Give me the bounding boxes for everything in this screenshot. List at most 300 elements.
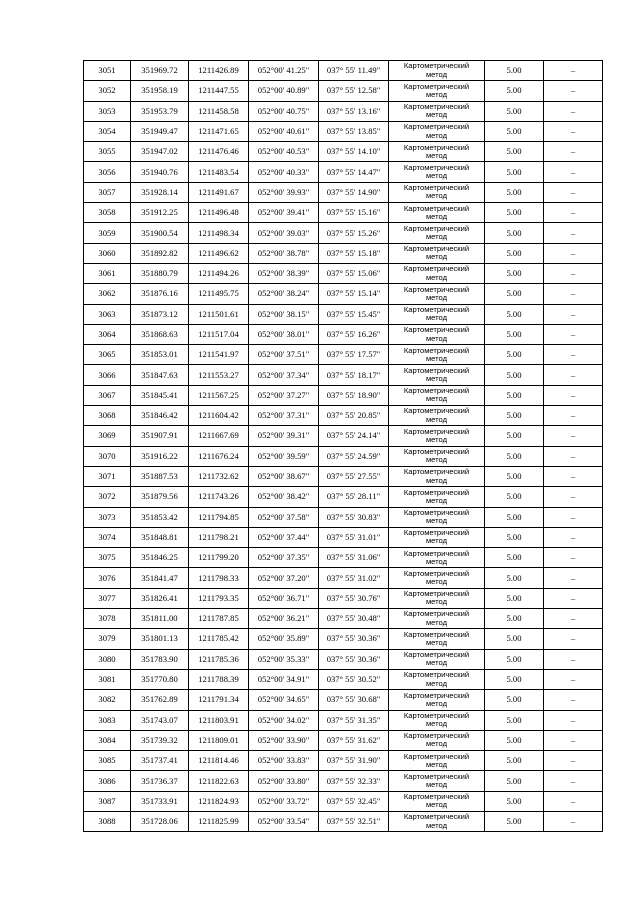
latitude-cell: 052°00' 34.91" [249,669,319,689]
note-cell: – [544,466,603,486]
precision-cell: 5.00 [485,548,544,568]
longitude-cell: 037° 55' 32.51" [319,811,389,831]
y-coordinate-cell: 1211794.85 [189,507,249,527]
longitude-cell: 037° 55' 24.59" [319,446,389,466]
table-row [84,304,603,324]
y-coordinate-cell: 1211798.21 [189,527,249,547]
point-number-cell: 3082 [84,690,131,710]
x-coordinate-cell: 351847.63 [131,365,189,385]
longitude-cell: 037° 55' 32.33" [319,771,389,791]
method-cell [389,426,485,446]
table-row [84,81,603,101]
method-label-line1: Картометрический [403,731,470,741]
note-cell: – [544,162,603,182]
method-label-line2: метод [425,719,448,729]
latitude-cell: 052°00' 40.61" [249,121,319,141]
note-cell: – [544,710,603,730]
method-cell [389,629,485,649]
y-coordinate-cell: 1211803.91 [189,710,249,730]
latitude-cell: 052°00' 39.03" [249,223,319,243]
method-cell [389,142,485,162]
table-row [84,507,603,527]
precision-cell: 5.00 [485,223,544,243]
point-number-cell: 3071 [84,466,131,486]
longitude-cell: 037° 55' 14.10" [319,142,389,162]
method-label-line1: Картометрический [403,223,470,233]
point-number-cell: 3088 [84,811,131,831]
latitude-cell: 052°00' 35.33" [249,649,319,669]
longitude-cell: 037° 55' 20.85" [319,406,389,426]
point-number-cell: 3075 [84,548,131,568]
precision-cell: 5.00 [485,365,544,385]
method-label-line2: метод [425,516,448,526]
y-coordinate-cell: 1211517.04 [189,324,249,344]
method-label-line2: метод [425,150,448,160]
note-cell: – [544,426,603,446]
y-coordinate-cell: 1211496.48 [189,203,249,223]
method-label-line2: метод [425,130,448,140]
x-coordinate-cell: 351880.79 [131,263,189,283]
y-coordinate-cell: 1211491.67 [189,182,249,202]
y-coordinate-cell: 1211604.42 [189,406,249,426]
table-row [84,284,603,304]
latitude-cell: 052°00' 37.34" [249,365,319,385]
method-label-line2: метод [425,475,448,485]
method-label-line1: Картометрический [403,447,470,457]
table-row [84,263,603,283]
method-label-line2: метод [425,353,448,363]
x-coordinate-cell: 351736.37 [131,771,189,791]
note-cell: – [544,101,603,121]
longitude-cell: 037° 55' 17.57" [319,345,389,365]
method-label-line1: Картометрический [403,467,470,477]
x-coordinate-cell: 351928.14 [131,182,189,202]
x-coordinate-cell: 351743.07 [131,710,189,730]
note-cell: – [544,568,603,588]
point-number-cell: 3051 [84,61,131,81]
table-row [84,446,603,466]
note-cell: – [544,304,603,324]
precision-cell: 5.00 [485,284,544,304]
method-cell [389,223,485,243]
method-cell [389,730,485,750]
longitude-cell: 037° 55' 15.18" [319,243,389,263]
longitude-cell: 037° 55' 31.01" [319,527,389,547]
latitude-cell: 052°00' 40.33" [249,162,319,182]
table-row [84,426,603,446]
y-coordinate-cell: 1211676.24 [189,446,249,466]
method-cell [389,548,485,568]
method-label-line1: Картометрический [403,61,470,71]
method-label-line2: метод [425,698,448,708]
method-label-line1: Картометрический [403,325,470,335]
point-number-cell: 3062 [84,284,131,304]
note-cell: – [544,406,603,426]
method-label-line1: Картометрический [403,81,470,91]
y-coordinate-cell: 1211495.75 [189,284,249,304]
method-label-line2: метод [425,495,448,505]
latitude-cell: 052°00' 38.01" [249,324,319,344]
latitude-cell: 052°00' 37.51" [249,345,319,365]
point-number-cell: 3083 [84,710,131,730]
y-coordinate-cell: 1211785.42 [189,629,249,649]
longitude-cell: 037° 55' 15.45" [319,304,389,324]
precision-cell: 5.00 [485,243,544,263]
x-coordinate-cell: 351846.42 [131,406,189,426]
point-number-cell: 3059 [84,223,131,243]
note-cell: – [544,263,603,283]
longitude-cell: 037° 55' 15.06" [319,263,389,283]
table-row [84,649,603,669]
method-label-line1: Картометрический [403,264,470,274]
longitude-cell: 037° 55' 11.49" [319,61,389,81]
method-label-line2: метод [425,556,448,566]
method-label-line2: метод [425,211,448,221]
method-label-line1: Картометрический [403,792,470,802]
latitude-cell: 052°00' 36.71" [249,588,319,608]
note-cell: – [544,669,603,689]
latitude-cell: 052°00' 39.31" [249,426,319,446]
method-label-line2: метод [425,414,448,424]
latitude-cell: 052°00' 40.53" [249,142,319,162]
table-row [84,629,603,649]
latitude-cell: 052°00' 34.02" [249,710,319,730]
point-number-cell: 3065 [84,345,131,365]
precision-cell: 5.00 [485,121,544,141]
table-row [84,690,603,710]
method-cell [389,263,485,283]
longitude-cell: 037° 55' 27.55" [319,466,389,486]
table-row [84,811,603,831]
y-coordinate-cell: 1211822.63 [189,771,249,791]
x-coordinate-cell: 351907.91 [131,426,189,446]
latitude-cell: 052°00' 37.58" [249,507,319,527]
method-label-line1: Картометрический [403,629,470,639]
method-cell [389,588,485,608]
table-row [84,345,603,365]
latitude-cell: 052°00' 36.21" [249,609,319,629]
table-row [84,730,603,750]
y-coordinate-cell: 1211476.46 [189,142,249,162]
method-label-line1: Картометрический [403,487,470,497]
y-coordinate-cell: 1211824.93 [189,791,249,811]
table-row [84,568,603,588]
longitude-cell: 037° 55' 15.26" [319,223,389,243]
method-label-line1: Картометрический [403,162,470,172]
method-cell [389,284,485,304]
point-number-cell: 3055 [84,142,131,162]
note-cell: – [544,527,603,547]
table-row [84,588,603,608]
method-cell [389,304,485,324]
method-label-line2: метод [425,292,448,302]
x-coordinate-cell: 351762.89 [131,690,189,710]
latitude-cell: 052°00' 40.75" [249,101,319,121]
method-cell [389,162,485,182]
method-cell [389,466,485,486]
table-row [84,121,603,141]
method-cell [389,811,485,831]
x-coordinate-cell: 351783.90 [131,649,189,669]
point-number-cell: 3064 [84,324,131,344]
method-label-line2: метод [425,780,448,790]
x-coordinate-cell: 351916.22 [131,446,189,466]
x-coordinate-cell: 351853.01 [131,345,189,365]
point-number-cell: 3073 [84,507,131,527]
precision-cell: 5.00 [485,649,544,669]
precision-cell: 5.00 [485,771,544,791]
longitude-cell: 037° 55' 32.45" [319,791,389,811]
longitude-cell: 037° 55' 30.36" [319,649,389,669]
longitude-cell: 037° 55' 12.58" [319,81,389,101]
y-coordinate-cell: 1211788.39 [189,669,249,689]
table-row [84,669,603,689]
method-cell [389,121,485,141]
point-number-cell: 3061 [84,263,131,283]
precision-cell: 5.00 [485,690,544,710]
note-cell: – [544,446,603,466]
y-coordinate-cell: 1211553.27 [189,365,249,385]
point-number-cell: 3084 [84,730,131,750]
x-coordinate-cell: 351900.54 [131,223,189,243]
x-coordinate-cell: 351879.56 [131,487,189,507]
x-coordinate-cell: 351739.32 [131,730,189,750]
note-cell: – [544,771,603,791]
latitude-cell: 052°00' 38.15" [249,304,319,324]
y-coordinate-cell: 1211667.69 [189,426,249,446]
method-label-line2: метод [425,434,448,444]
x-coordinate-cell: 351873.12 [131,304,189,324]
note-cell: – [544,284,603,304]
point-number-cell: 3085 [84,751,131,771]
table-row [84,771,603,791]
table-row [84,324,603,344]
note-cell: – [544,730,603,750]
y-coordinate-cell: 1211791.34 [189,690,249,710]
method-label-line1: Картометрический [403,406,470,416]
method-cell [389,243,485,263]
table-body [84,61,603,832]
method-label-line2: метод [425,577,448,587]
method-label-line2: метод [425,820,448,830]
table-row [84,710,603,730]
method-label-line2: метод [425,252,448,262]
x-coordinate-cell: 351770.80 [131,669,189,689]
latitude-cell: 052°00' 39.93" [249,182,319,202]
table-row [84,527,603,547]
method-label-line1: Картометрический [403,589,470,599]
method-cell [389,365,485,385]
point-number-cell: 3058 [84,203,131,223]
method-label-line2: метод [425,394,448,404]
precision-cell: 5.00 [485,487,544,507]
method-label-line2: метод [425,739,448,749]
table-row [84,61,603,81]
method-cell [389,609,485,629]
method-cell [389,527,485,547]
method-label-line2: метод [425,272,448,282]
longitude-cell: 037° 55' 30.83" [319,507,389,527]
longitude-cell: 037° 55' 15.14" [319,284,389,304]
note-cell: – [544,203,603,223]
method-cell [389,345,485,365]
precision-cell: 5.00 [485,263,544,283]
table-row [84,182,603,202]
x-coordinate-cell: 351853.42 [131,507,189,527]
note-cell: – [544,751,603,771]
method-label-line1: Картометрический [403,203,470,213]
x-coordinate-cell: 351841.47 [131,568,189,588]
y-coordinate-cell: 1211732.62 [189,466,249,486]
note-cell: – [544,61,603,81]
precision-cell: 5.00 [485,710,544,730]
x-coordinate-cell: 351912.25 [131,203,189,223]
method-label-line2: метод [425,110,448,120]
longitude-cell: 037° 55' 30.36" [319,629,389,649]
precision-cell: 5.00 [485,182,544,202]
x-coordinate-cell: 351733.91 [131,791,189,811]
method-label-line1: Картометрический [403,812,470,822]
method-label-line1: Картометрический [403,386,470,396]
longitude-cell: 037° 55' 15.16" [319,203,389,223]
table-row [84,142,603,162]
longitude-cell: 037° 55' 14.90" [319,182,389,202]
longitude-cell: 037° 55' 13.85" [319,121,389,141]
x-coordinate-cell: 351887.53 [131,466,189,486]
x-coordinate-cell: 351846.25 [131,548,189,568]
table-row [84,203,603,223]
note-cell: – [544,121,603,141]
y-coordinate-cell: 1211743.26 [189,487,249,507]
x-coordinate-cell: 351737.41 [131,751,189,771]
x-coordinate-cell: 351848.81 [131,527,189,547]
x-coordinate-cell: 351801.13 [131,629,189,649]
y-coordinate-cell: 1211494.26 [189,263,249,283]
longitude-cell: 037° 55' 30.68" [319,690,389,710]
table-row [84,385,603,405]
latitude-cell: 052°00' 37.35" [249,548,319,568]
method-cell [389,203,485,223]
point-number-cell: 3078 [84,609,131,629]
latitude-cell: 052°00' 33.83" [249,751,319,771]
precision-cell: 5.00 [485,142,544,162]
note-cell: – [544,182,603,202]
method-label-line1: Картометрический [403,568,470,578]
latitude-cell: 052°00' 38.39" [249,263,319,283]
method-label-line1: Картометрический [403,305,470,314]
method-cell [389,751,485,771]
method-label-line1: Картометрический [403,650,470,660]
method-label-line2: метод [425,232,448,242]
latitude-cell: 052°00' 38.42" [249,487,319,507]
note-cell: – [544,507,603,527]
longitude-cell: 037° 55' 18.17" [319,365,389,385]
method-label-line1: Картометрический [403,284,470,294]
table-row [84,548,603,568]
method-label-line2: метод [425,678,448,688]
method-label-line1: Картометрический [403,690,470,700]
precision-cell: 5.00 [485,568,544,588]
precision-cell: 5.00 [485,609,544,629]
point-number-cell: 3072 [84,487,131,507]
method-label-line1: Картометрический [403,710,470,720]
y-coordinate-cell: 1211567.25 [189,385,249,405]
x-coordinate-cell: 351876.16 [131,284,189,304]
point-number-cell: 3054 [84,121,131,141]
method-label-line2: метод [425,597,448,607]
x-coordinate-cell: 351947.02 [131,142,189,162]
note-cell: – [544,690,603,710]
precision-cell: 5.00 [485,203,544,223]
method-cell [389,710,485,730]
point-number-cell: 3052 [84,81,131,101]
method-cell [389,791,485,811]
precision-cell: 5.00 [485,669,544,689]
table-row [84,487,603,507]
x-coordinate-cell: 351953.79 [131,101,189,121]
method-label-line2: метод [425,536,448,546]
note-cell: – [544,81,603,101]
precision-cell: 5.00 [485,811,544,831]
y-coordinate-cell: 1211798.33 [189,568,249,588]
point-number-cell: 3070 [84,446,131,466]
method-label-line2: метод [425,191,448,201]
longitude-cell: 037° 55' 30.52" [319,669,389,689]
note-cell: – [544,649,603,669]
method-label-line2: метод [425,89,448,99]
x-coordinate-cell: 351969.72 [131,61,189,81]
point-number-cell: 3076 [84,568,131,588]
y-coordinate-cell: 1211793.35 [189,588,249,608]
method-cell [389,182,485,202]
note-cell: – [544,811,603,831]
method-label-line1: Картометрический [403,142,470,152]
point-number-cell: 3068 [84,406,131,426]
precision-cell: 5.00 [485,304,544,324]
longitude-cell: 037° 55' 24.14" [319,426,389,446]
method-cell [389,101,485,121]
note-cell: – [544,243,603,263]
point-number-cell: 3087 [84,791,131,811]
longitude-cell: 037° 55' 31.62" [319,730,389,750]
method-label-line1: Картометрический [403,426,470,436]
latitude-cell: 052°00' 39.41" [249,203,319,223]
point-number-cell: 3066 [84,365,131,385]
point-number-cell: 3081 [84,669,131,689]
x-coordinate-cell: 351940.76 [131,162,189,182]
note-cell: – [544,385,603,405]
precision-cell: 5.00 [485,406,544,426]
method-label-line1: Картометрический [403,751,470,761]
note-cell: – [544,345,603,365]
latitude-cell: 052°00' 37.20" [249,568,319,588]
method-label-line2: метод [425,171,448,181]
method-label-line2: метод [425,800,448,810]
point-number-cell: 3077 [84,588,131,608]
latitude-cell: 052°00' 40.89" [249,81,319,101]
method-label-line2: метод [425,333,448,343]
coordinates-table-container [83,60,602,832]
longitude-cell: 037° 55' 31.02" [319,568,389,588]
method-cell [389,771,485,791]
method-label-line1: Картометрический [403,771,470,781]
method-cell [389,507,485,527]
longitude-cell: 037° 55' 31.35" [319,710,389,730]
note-cell: – [544,324,603,344]
latitude-cell: 052°00' 35.89" [249,629,319,649]
latitude-cell: 052°00' 38.67" [249,466,319,486]
precision-cell: 5.00 [485,61,544,81]
